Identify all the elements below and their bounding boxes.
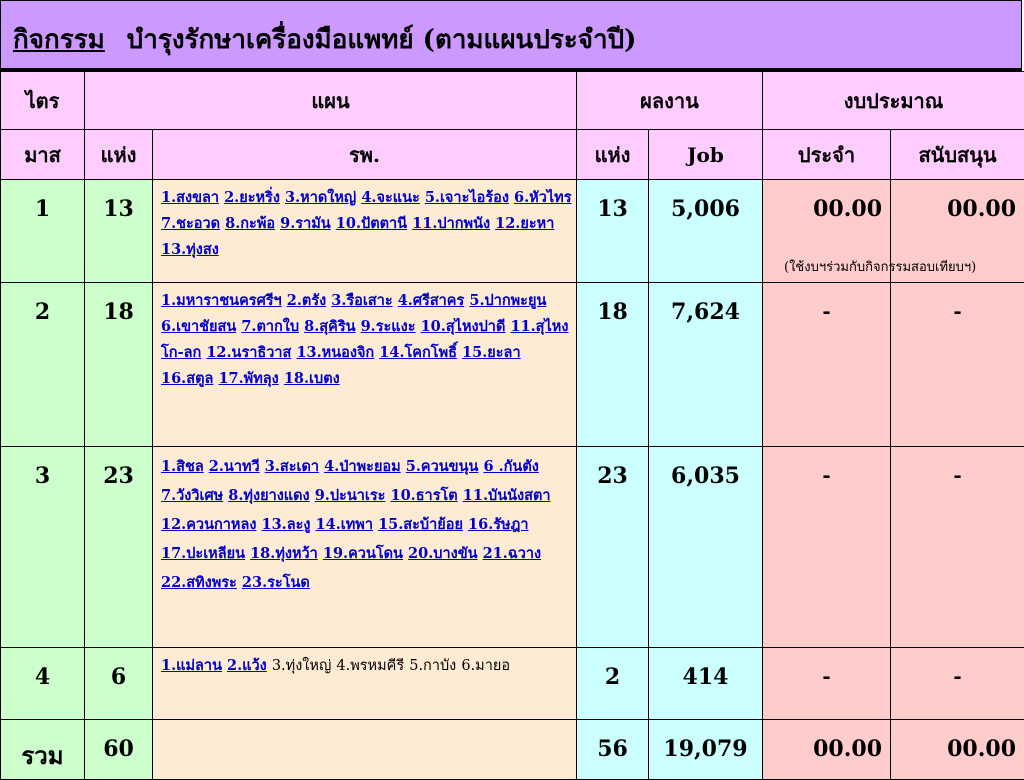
total-row: [1, 720, 1024, 780]
hospital-list: [153, 447, 577, 648]
hospital-link[interactable]: 20.บางขัน: [408, 545, 477, 562]
hospital-link[interactable]: 1.มหาราชนครศรีฯ: [161, 292, 282, 309]
plan-places-cell: 18: [85, 283, 153, 447]
hospital-link[interactable]: 7.ตากใบ: [241, 318, 299, 335]
hospital-link[interactable]: 9.รามัน: [280, 215, 331, 232]
header-row-2: [1, 130, 1024, 180]
hospital-link[interactable]: 22.สทิงพระ: [161, 574, 237, 591]
header-plan: แผน: [85, 72, 577, 130]
header-job: Job: [649, 130, 763, 180]
hospital-link[interactable]: 2.ยะหริ่ง: [224, 189, 280, 206]
hospital-link[interactable]: 13.ละงู: [262, 516, 311, 533]
hospital-link[interactable]: 5.ควนขนุน: [406, 458, 479, 475]
total-label: รวม: [1, 720, 85, 780]
table-row: [1, 283, 1024, 447]
hospital-link[interactable]: 19.ควนโดน: [323, 545, 403, 562]
hospital-link[interactable]: 10.สุไหงปาดี: [421, 318, 506, 335]
header-results: ผลงาน: [577, 72, 763, 130]
job-cell: 7,624: [649, 283, 763, 447]
hospital-link[interactable]: 6 .กันตัง: [483, 458, 538, 475]
hospital-link[interactable]: 14.โคกโพธิ์: [379, 344, 457, 361]
hospital-link[interactable]: 11.บันนังสตา: [463, 487, 551, 504]
hospital-link[interactable]: 9.ปะนาเระ: [315, 487, 386, 504]
hospital-link[interactable]: 8.ทุ่งยางแดง: [228, 487, 309, 504]
total-regular: 00.00: [763, 720, 891, 780]
hospital-link[interactable]: 18.ทุ่งหว้า: [250, 545, 318, 562]
quarter-cell: 1: [1, 180, 85, 283]
hospital-link[interactable]: 16.สตูล: [161, 370, 213, 387]
hospital-list: [153, 648, 577, 720]
maintenance-table: [0, 71, 1024, 780]
total-job: 19,079: [649, 720, 763, 780]
header-support: สนับสนุน: [891, 130, 1024, 180]
hospital-link[interactable]: 18.เบตง: [284, 370, 340, 387]
hospital-link: 5.กาบัง: [409, 658, 456, 674]
header-row-1: [1, 72, 1024, 130]
hospital-link[interactable]: 2.ตรัง: [287, 292, 326, 309]
regular-budget-cell: -: [763, 447, 891, 648]
title-text: บำรุงรักษาเครื่องมือแพทย์ (ตามแผนประจำปี): [127, 25, 637, 55]
header-hospitals: รพ.: [153, 130, 577, 180]
hospital-link[interactable]: 13.หนองจิก: [296, 344, 374, 361]
regular-budget-cell: -: [763, 283, 891, 447]
quarter-cell: 3: [1, 447, 85, 648]
support-budget-cell: -: [891, 447, 1024, 648]
plan-places-cell: 23: [85, 447, 153, 648]
result-places-cell: 23: [577, 447, 649, 648]
header-budget: งบประมาณ: [763, 72, 1024, 130]
hospital-link[interactable]: 7.วังวิเศษ: [161, 487, 223, 504]
hospital-link: 6.มายอ: [461, 658, 510, 674]
header-regular: ประจำ: [763, 130, 891, 180]
hospital-link[interactable]: 17.พัทลุง: [218, 370, 278, 387]
hospital-link[interactable]: 2.แว้ง: [227, 657, 267, 674]
result-places-cell: 18: [577, 283, 649, 447]
total-hospitals-empty: [153, 720, 577, 780]
result-places-cell: 13: [577, 180, 649, 283]
hospital-link[interactable]: 10.ปัตตานี: [336, 215, 407, 232]
hospital-link[interactable]: 4.ศรีสาคร: [398, 292, 465, 309]
hospital-link[interactable]: 16.รัษฎา: [468, 516, 528, 533]
hospital-link[interactable]: 9.ระแงะ: [361, 318, 416, 335]
hospital-link[interactable]: 3.รือเสาะ: [331, 292, 392, 309]
hospital-link[interactable]: 2.นาทวี: [209, 458, 260, 475]
hospital-link[interactable]: 1.สิชล: [161, 458, 204, 475]
job-cell: 6,035: [649, 447, 763, 648]
header-quarter-top: ไตร: [1, 72, 85, 130]
hospital-link[interactable]: 6.เขาชัยสน: [161, 318, 236, 335]
hospital-link[interactable]: 3.สะเดา: [265, 458, 319, 475]
header-result-places: แห่ง: [577, 130, 649, 180]
hospital-list: [153, 180, 577, 283]
hospital-link[interactable]: 23.ระโนด: [242, 574, 310, 591]
total-support: 00.00: [891, 720, 1024, 780]
hospital-link[interactable]: 12.นราธิวาส: [206, 344, 291, 361]
hospital-link[interactable]: 5.เจาะไอร้อง: [425, 189, 509, 206]
regular-budget-cell: -: [763, 648, 891, 720]
hospital-link[interactable]: 4.จะแนะ: [361, 189, 419, 206]
hospital-link[interactable]: 7.ชะอวด: [161, 215, 220, 232]
hospital-link[interactable]: 10.ธารโต: [390, 487, 457, 504]
hospital-link[interactable]: 11.ปากพนัง: [412, 215, 490, 232]
hospital-link[interactable]: 8.กะพ้อ: [225, 215, 275, 232]
hospital-link[interactable]: 14.เทพา: [316, 516, 373, 533]
result-places-cell: 2: [577, 648, 649, 720]
hospital-list: [153, 283, 577, 447]
job-cell: 5,006: [649, 180, 763, 283]
hospital-link[interactable]: 12.ยะหา: [495, 215, 554, 232]
hospital-link[interactable]: 1.แม่ลาน: [161, 657, 222, 674]
hospital-link[interactable]: 12.ควนกาหลง: [161, 516, 256, 533]
table-row: [1, 648, 1024, 720]
total-result-places: 56: [577, 720, 649, 780]
plan-places-cell: 6: [85, 648, 153, 720]
hospital-link[interactable]: 3.หาดใหญ่: [285, 189, 356, 206]
hospital-link[interactable]: 5.ปากพะยูน: [469, 292, 546, 309]
table-row: [1, 447, 1024, 648]
hospital-link[interactable]: 17.ปะเหลียน: [161, 545, 245, 562]
hospital-link[interactable]: 13.ทุ่งสง: [161, 241, 219, 258]
hospital-link[interactable]: 1.สงขลา: [161, 189, 219, 206]
plan-places-cell: 13: [85, 180, 153, 283]
title-label: กิจกรรม: [13, 25, 105, 55]
job-cell: 414: [649, 648, 763, 720]
hospital-link: 4.พรหมคีรี: [336, 658, 404, 674]
page-title: [13, 19, 636, 60]
budget-note: (ใช้งบฯร่วมกับกิจกรรมสอบเทียบฯ): [784, 256, 976, 277]
quarter-cell: 4: [1, 648, 85, 720]
regular-budget-cell: 00.00: [763, 180, 891, 283]
total-plan-places: 60: [85, 720, 153, 780]
hospital-link[interactable]: 11.สุไหงโก-ลก: [161, 318, 568, 361]
quarter-cell: 2: [1, 283, 85, 447]
hospital-link[interactable]: 15.สะบ้าย้อย: [378, 516, 463, 533]
support-budget-cell: -: [891, 283, 1024, 447]
hospital-link[interactable]: 6.หัวไทร: [514, 189, 571, 206]
header-quarter-bottom: มาส: [1, 130, 85, 180]
hospital-link[interactable]: 15.ยะลา: [462, 344, 521, 361]
hospital-link[interactable]: 8.สุคิริน: [304, 318, 355, 335]
hospital-link[interactable]: 21.ฉวาง: [483, 545, 541, 562]
support-budget-cell: -: [891, 648, 1024, 720]
hospital-link: 3.ทุ่งใหญ่: [272, 658, 331, 674]
support-budget-cell: 00.00: [891, 180, 1024, 283]
hospital-link[interactable]: 4.ป่าพะยอม: [324, 458, 401, 475]
title-bar: [0, 0, 1022, 71]
header-plan-places: แห่ง: [85, 130, 153, 180]
